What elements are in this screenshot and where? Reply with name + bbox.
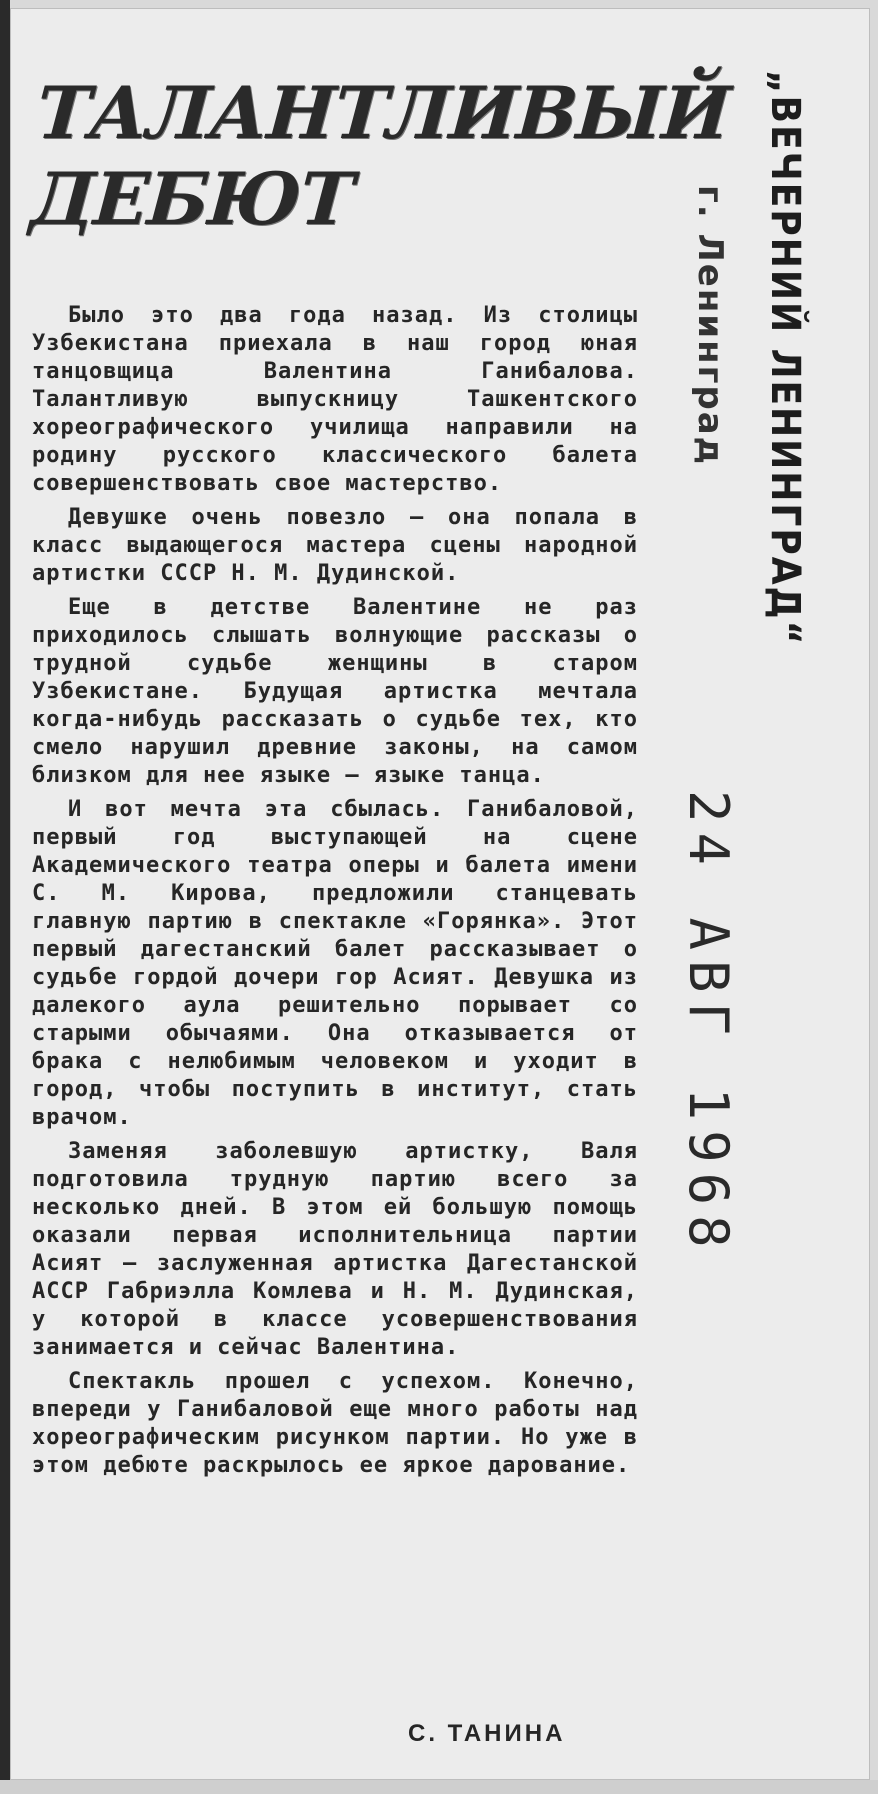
clipping-left-edge [0,0,10,1794]
paragraph-3: Еще в детстве Валентине не раз приходилось слышать волнующие рассказы о трудной судьбе женщины в старом Узбекистане. Будущая артистка мечтала когда-нибудь рассказать о судьбе тех, кто смело нарушил древние законы, на самом близком для нее языке — языке танца. [32,595,638,788]
headline-line-2: ДЕБЮТ [28,156,356,241]
author-signature: С. ТАНИНА [408,1720,566,1747]
headline [28,70,733,242]
clipping-bottom-edge [0,1780,878,1794]
paragraph-6: Спектакль прошел с успехом. Конечно, впереди у Ганибаловой еще много работы над хореографическим рисунком партии. Но уже в этом дебюте раскрылось ее яркое дарование. [32,1369,638,1478]
paragraph-4: И вот мечта эта сбылась. Ганибаловой, первый год выступающей на сцене Академического театра оперы и балета имени С. М. Кирова, предложили станцевать главную партию в спектакле «Горянка». Этот первый дагестанский балет рассказывает о судьбе гордой дочери гор Асият. Девушка из далекого аула решительно порывает со старыми обычаями. Она отказывается от брака с нелюбимым человеком и уходит в город, чтобы поступить в институт, стать врачом. [32,797,638,1130]
city-stamp: г. Ленинград [690,185,730,467]
paragraph-2: Девушке очень повезло — она попала в класс выдающегося мастера сцены народной артистки СССР Н. М. Дудинской. [32,505,638,586]
date-stamp: 24 АВГ 1968 [677,790,740,1258]
paragraph-1: Было это два года назад. Из столицы Узбекистана приехала в наш город юная танцовщица Валентина Ганибалова. Талантливую выпускницу Ташкентского хореографического училища направили на родину русского классического балета совершенствовать свое мастерство. [32,303,638,496]
paragraph-5: Заменяя заболевшую артистку, Валя подготовила трудную партию всего за несколько дней. В этом ей большую помощь оказали первая исполнительница партии Асият — заслуженная артистка Дагестанской АССР Габриэлла Комлева и Н. М. Дудинская, у которой в классе усовершенствования занимается и сейчас Валентина. [32,1139,638,1360]
headline-line-1: ТАЛАНТЛИВЫЙ [34,70,733,155]
newspaper-stamp: „ВЕЧЕРНИЙ ЛЕНИНГРАД“ [762,70,808,647]
article-body [28,302,638,1480]
